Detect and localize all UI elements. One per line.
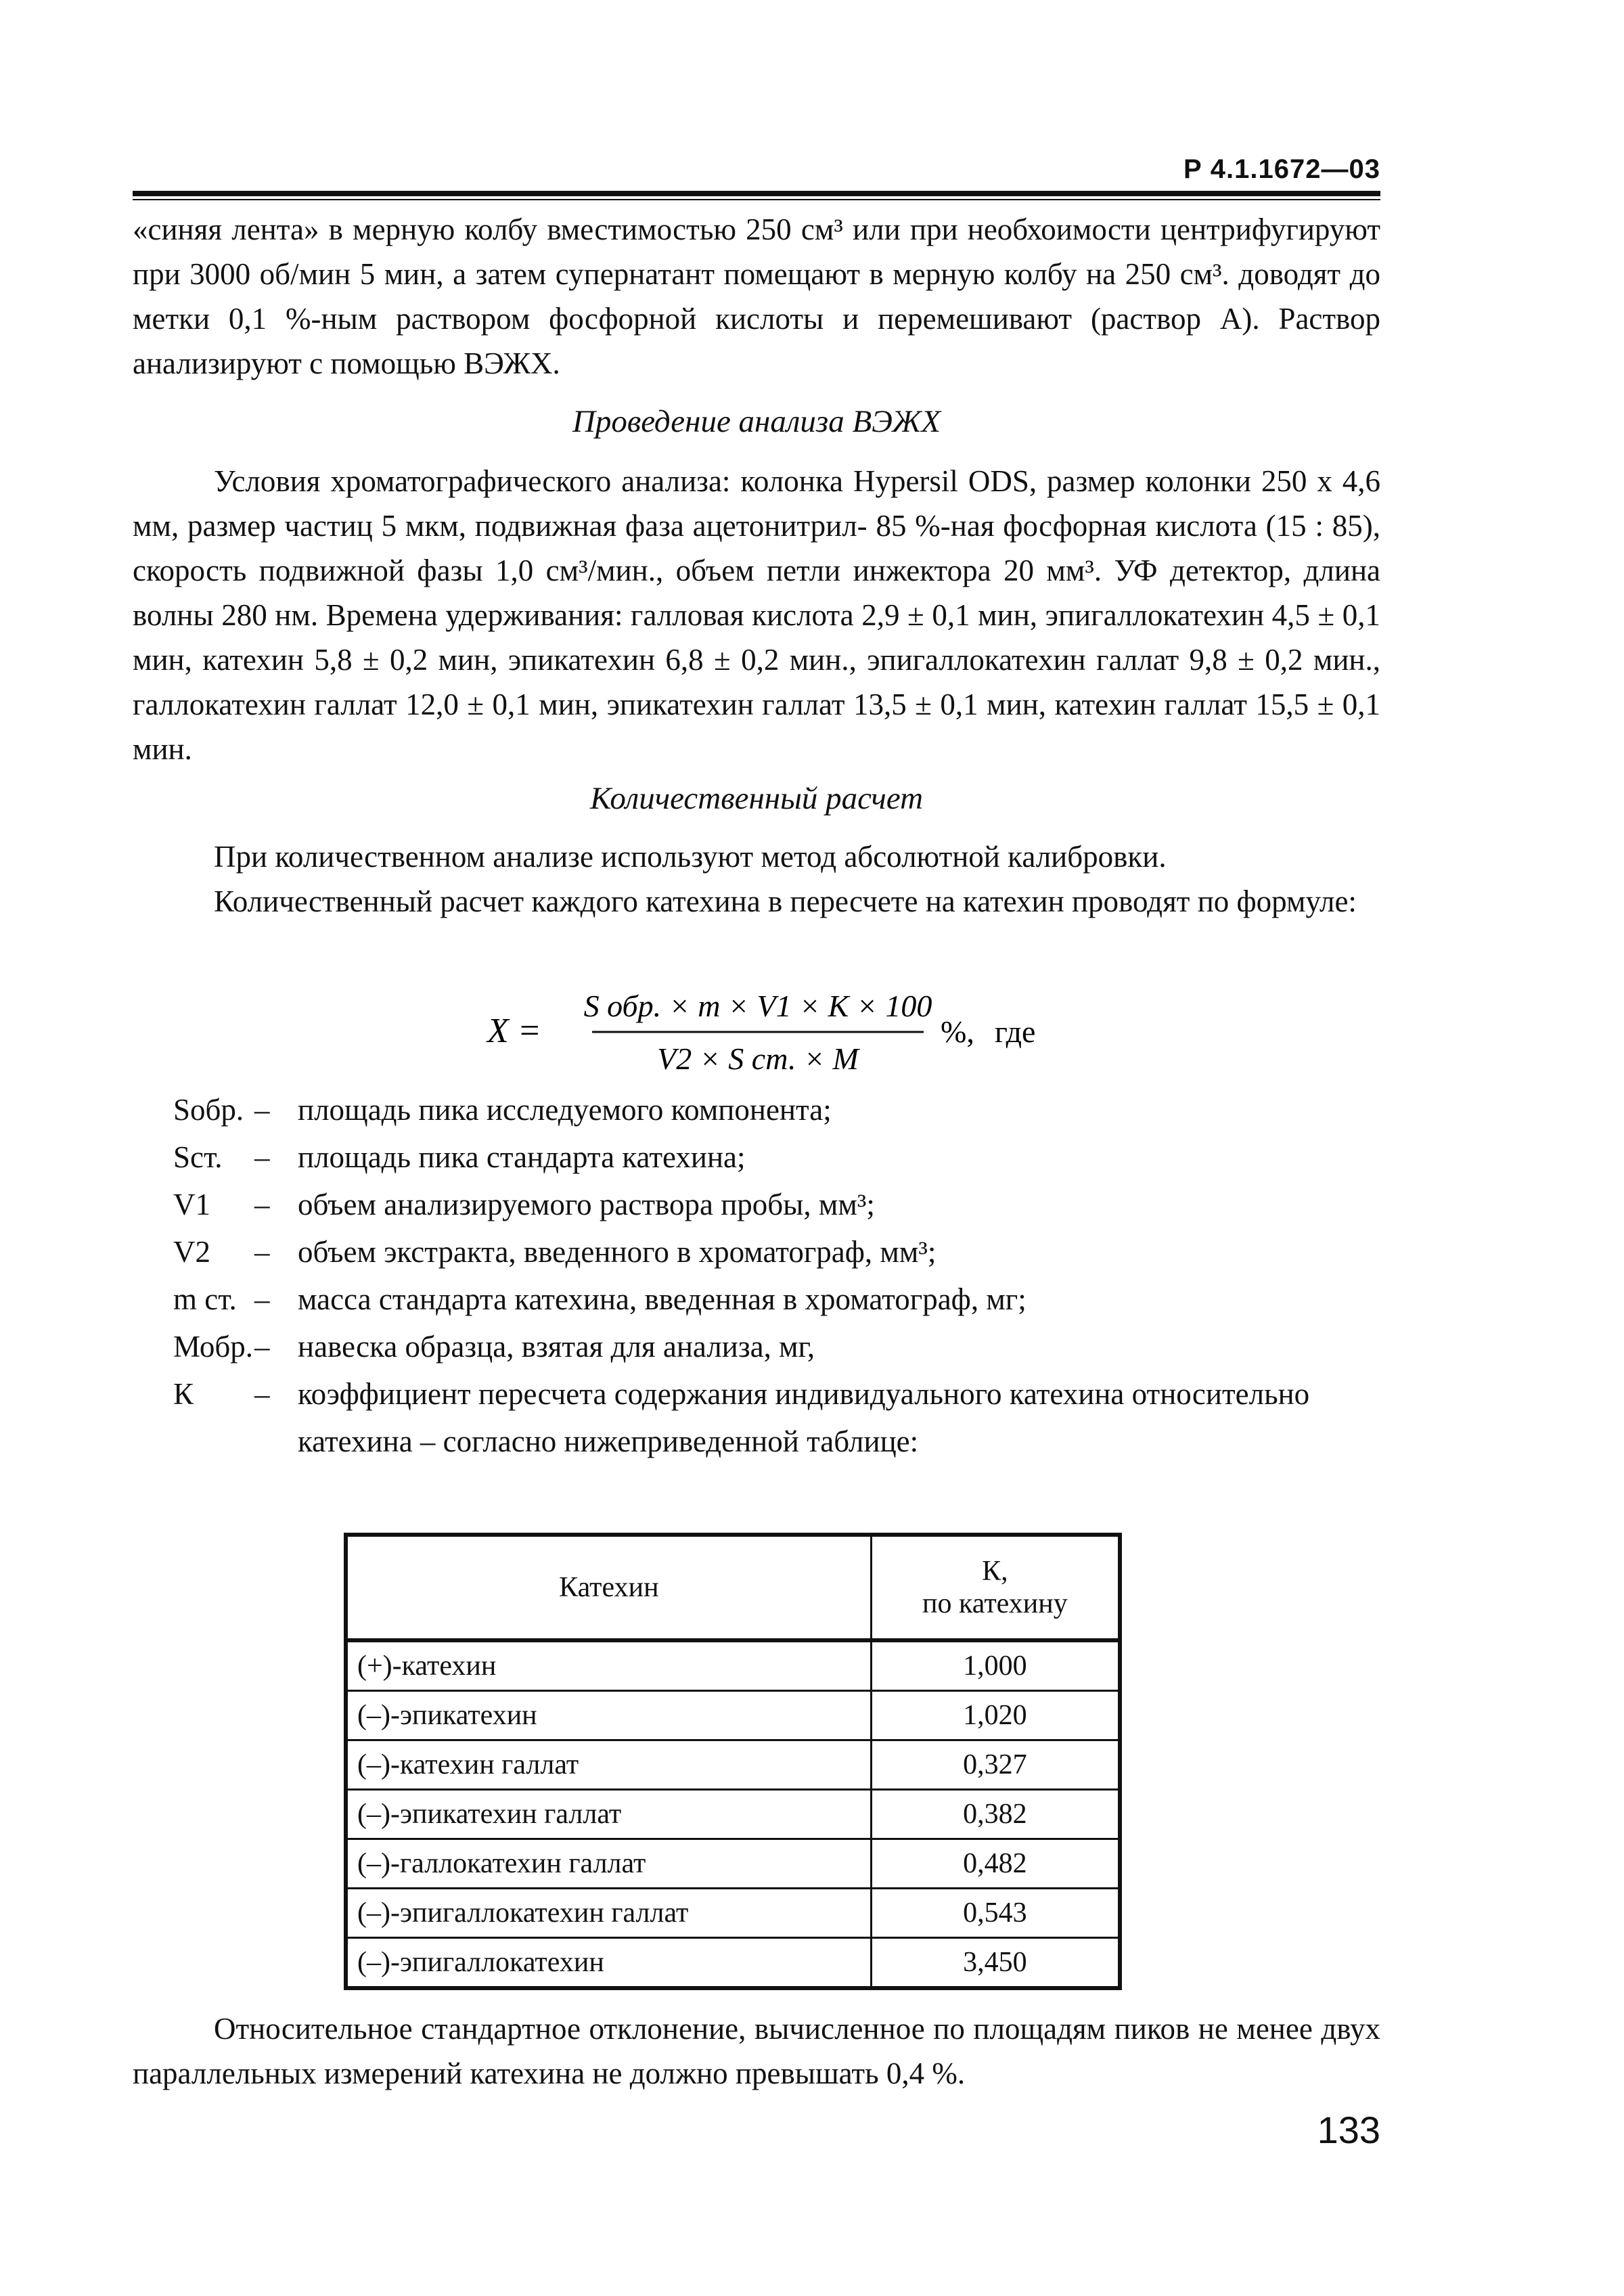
- legend-description: коэффициент пересчета содержания индивидуального катехина относительно катехина – согласно нижеприведенной таблице:: [298, 1377, 1310, 1458]
- document-code: Р 4.1.1672—03: [1183, 154, 1380, 184]
- k-value-cell: 1,020: [871, 1691, 1120, 1740]
- legend-dash: –: [254, 1093, 270, 1127]
- legend-symbol: К: [173, 1377, 194, 1411]
- k-value-cell: 1,000: [871, 1640, 1120, 1691]
- coefficient-table: [344, 1533, 1122, 1990]
- paragraph-conditions: Условия хроматографического анализа: колонка Hypersil ODS, размер колонки 250 x 4,6 мм, размер частиц 5 мкм, подвижная фаза ацетонитрил- 85 %-ная фосфорная кислота (15 : 85), скорость подвижной фазы 1,0 см³/мин., объем петли инжектора 20 мм³. УФ детектор, длина волны 280 нм. Времена удерживания: галловая кислота 2,9 ± 0,1 мин, эпигаллокатехин 4,5 ± 0,1 мин, катехин 5,8 ± 0,2 мин, эпикатехин 6,8 ± 0,2 мин., эпигаллокатехин галлат 9,8 ± 0,2 мин., галлокатехин галлат 12,0 ± 0,1 мин, эпикатехин галлат 13,5 ± 0,1 мин, катехин галлат 15,5 ± 0,1 мин.: [133, 464, 1380, 766]
- legend-item: [173, 1133, 1324, 1181]
- variable-legend: [173, 1086, 1324, 1465]
- paragraph-calculation: [133, 834, 1380, 924]
- section-heading-calculation: Количественный расчет: [589, 781, 924, 816]
- catechin-name-cell: (–)-эпигаллокатехин галлат: [346, 1889, 871, 1938]
- legend-description: площадь пика стандарта катехина;: [298, 1140, 746, 1174]
- table-header-catechin: Катехин: [346, 1535, 871, 1640]
- legend-description: площадь пика исследуемого компонента;: [298, 1093, 832, 1127]
- legend-item: [173, 1323, 1324, 1370]
- table-row: [346, 1889, 1120, 1938]
- legend-dash: –: [254, 1235, 270, 1269]
- legend-dash: –: [254, 1330, 270, 1364]
- legend-dash: –: [254, 1282, 270, 1316]
- table-header-k-line2: по катехину: [922, 1588, 1068, 1619]
- legend-item: [173, 1086, 1324, 1133]
- legend-dash: –: [254, 1377, 270, 1411]
- legend-description: навеска образца, взятая для анализа, мг,: [298, 1330, 815, 1364]
- legend-symbol: m ст.: [173, 1282, 237, 1316]
- legend-dash: –: [254, 1140, 270, 1174]
- calculation-formula-intro: Количественный расчет каждого катехина в пересчете на катехин проводят по формуле:: [214, 884, 1357, 918]
- formula-lhs: X =: [487, 1012, 541, 1050]
- legend-symbol: Sобр.: [173, 1093, 244, 1127]
- header-rule-thin: [133, 199, 1380, 200]
- k-value-cell: 0,482: [871, 1839, 1120, 1889]
- legend-item: [173, 1370, 1324, 1465]
- table-row: [346, 1938, 1120, 1989]
- legend-symbol: Sст.: [173, 1140, 223, 1174]
- table-header-k-line1: К,: [982, 1556, 1008, 1587]
- catechin-name-cell: (–)-эпикатехин: [346, 1691, 871, 1740]
- legend-symbol: Мобр.: [173, 1330, 254, 1364]
- formula-where: где: [995, 1014, 1036, 1049]
- k-value-cell: 3,450: [871, 1938, 1120, 1989]
- table-row: [346, 1740, 1120, 1790]
- paragraph-deviation: Относительное стандартное отклонение, вычисленное по площадям пиков не менее двух параллельных измерений катехина не должно превышать 0,4 %.: [133, 2012, 1380, 2090]
- formula-numerator: S обр. × m × V1 × K × 100: [583, 989, 932, 1023]
- paragraph-intro: «синяя лента» в мерную колбу вместимостью 250 см³ или при необхоимости центрифугируют при 3000 об/мин 5 мин, а затем супернатант помещают в мерную колбу на 250 см³. доводят до метки 0,1 %-ным раствором фосфорной кислоты и перемешивают (раствор А). Раствор анализируют с помощью ВЭЖХ.: [133, 212, 1380, 380]
- legend-item: [173, 1181, 1324, 1228]
- k-value-cell: 0,327: [871, 1740, 1120, 1790]
- catechin-name-cell: (–)-эпигаллокатехин: [346, 1938, 871, 1989]
- table-row: [346, 1839, 1120, 1889]
- legend-symbol: V1: [173, 1188, 210, 1221]
- catechin-name-cell: (–)-эпикатехин галлат: [346, 1790, 871, 1839]
- legend-dash: –: [254, 1188, 270, 1221]
- section-heading-hplc: Проведение анализа ВЭЖХ: [572, 404, 941, 439]
- catechin-name-cell: (+)-катехин: [346, 1640, 871, 1691]
- catechin-name-cell: (–)-катехин галлат: [346, 1740, 871, 1790]
- header-rule: [133, 191, 1380, 196]
- table-row: [346, 1640, 1120, 1691]
- catechin-name-cell: (–)-галлокатехин галлат: [346, 1839, 871, 1889]
- legend-item: [173, 1228, 1324, 1276]
- formula-denominator: V2 × S ст. × M: [657, 1041, 859, 1076]
- legend-description: объем анализируемого раствора пробы, мм³;: [298, 1188, 875, 1221]
- k-value-cell: 0,543: [871, 1889, 1120, 1938]
- k-value-cell: 0,382: [871, 1790, 1120, 1839]
- legend-item: [173, 1276, 1324, 1323]
- table-header-k: [871, 1535, 1120, 1640]
- table-row: [346, 1790, 1120, 1839]
- legend-description: объем экстракта, введенного в хроматограф, мм³;: [298, 1235, 937, 1269]
- formula-unit: %,: [941, 1014, 974, 1049]
- legend-symbol: V2: [173, 1235, 210, 1269]
- legend-description: масса стандарта катехина, введенная в хроматограф, мг;: [298, 1282, 1027, 1316]
- formula: [474, 968, 1036, 1083]
- page-number: 133: [1317, 2109, 1380, 2151]
- calculation-method-text: При количественном анализе используют метод абсолютной калибровки.: [214, 840, 1167, 874]
- table-row: [346, 1691, 1120, 1740]
